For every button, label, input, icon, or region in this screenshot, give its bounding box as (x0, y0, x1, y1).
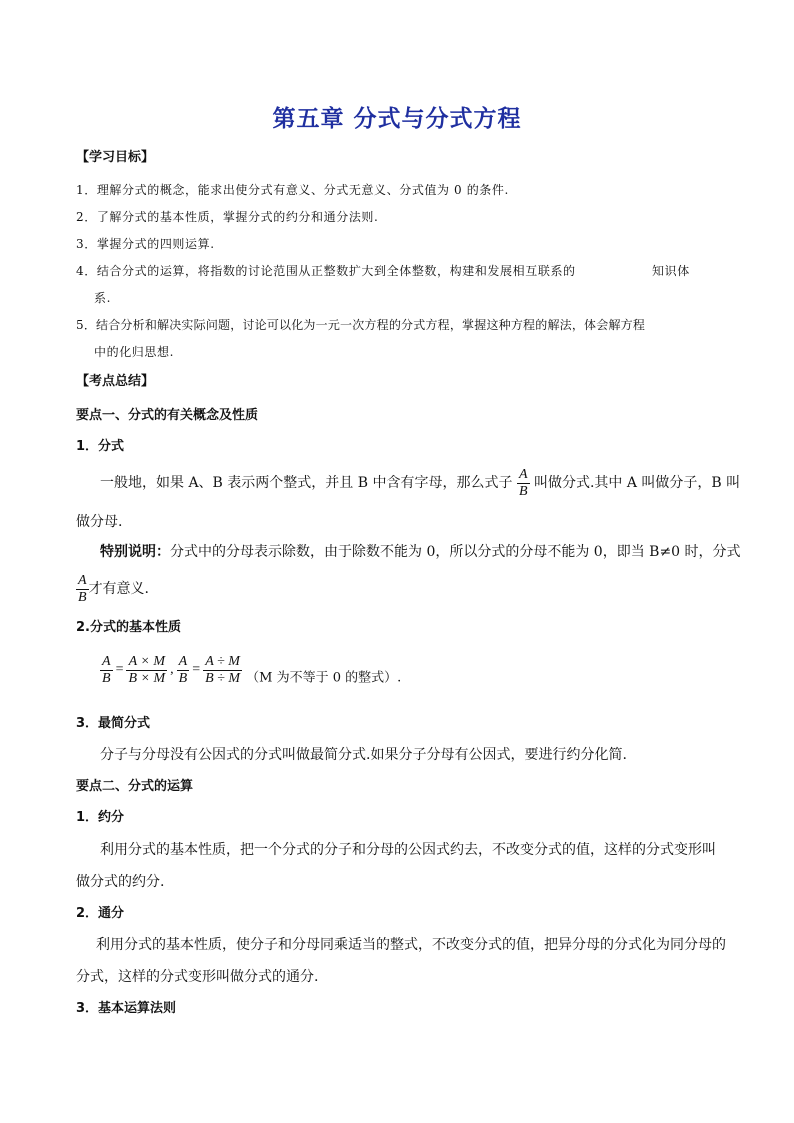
point1-sub1: 1．分式 (76, 439, 125, 454)
formula-divide: $\frac{A \div M}{B \div M}$ (205, 653, 241, 686)
point1-sub3: 3．最简分式 (76, 716, 151, 731)
common-denominator-text-b: 分式，这样的分式变形叫做分式的通分. (76, 969, 319, 985)
objective-item-4: 4．结合分式的运算，将指数的讨论范围从正整数扩大到全体整数，构建和发展相互联系的 (76, 264, 576, 278)
special-note-line (100, 542, 741, 562)
basic-property-formula: $\frac{A}{B}$ = $\frac{A \times M}{B \times M}$ , $\frac{A}{B}$ = $\frac{A \div M}{B \div M}$ （M 为不等于 0 的整式）. (102, 653, 402, 686)
objective-item-5-cont: 中的化归思想. (94, 345, 175, 359)
definition-text-b: 叫做分式.其中 A 叫做分子，B 叫 (533, 475, 741, 491)
common-denominator-text-a: 利用分式的基本性质，使分子和分母同乘适当的整式，不改变分式的值，把异分母的分式化为同分母的 (96, 937, 726, 953)
definition-text-a: 一般地，如果 A、B 表示两个整式，并且 B 中含有字母，那么式子 (100, 475, 513, 491)
point1-sub2: 2.分式的基本性质 (76, 620, 181, 635)
objective-item-4-tail: 知识体 (652, 264, 690, 278)
point2-heading: 要点二、分式的运算 (76, 779, 194, 794)
fraction-a-over-b-2: $\frac{A}{B}$ (78, 572, 87, 605)
objective-item-1: 1．理解分式的概念，能求出使分式有意义、分式无意义、分式值为 0 的条件. (76, 183, 509, 197)
formula-a-over-b-1: $\frac{A}{B}$ (102, 653, 111, 686)
objective-item-2: 2．了解分式的基本性质，掌握分式的约分和通分法则. (76, 210, 379, 224)
note-tail: 才有意义. (88, 581, 150, 597)
chapter-title: 第五章 分式与分式方程 (272, 106, 522, 132)
point2-sub2: 2．通分 (76, 906, 125, 921)
point1-heading: 要点一、分式的有关概念及性质 (76, 408, 259, 423)
reduction-text-a: 利用分式的基本性质，把一个分式的分子和分母的公因式约去，不改变分式的值，这样的分式变形叫 (100, 842, 716, 858)
objective-item-4-cont: 系. (94, 291, 112, 305)
definition-text-c: 做分母. (76, 514, 123, 530)
reduction-text-b: 做分式的约分. (76, 874, 165, 890)
formula-note: （M 为不等于 0 的整式）. (246, 670, 402, 686)
fraction-a-over-b: $\frac{A}{B}$ (518, 466, 528, 499)
note-tail-line (76, 572, 149, 606)
point2-sub3: 3．基本运算法则 (76, 1001, 177, 1016)
objective-item-3: 3．掌握分式的四则运算. (76, 237, 215, 251)
fraction-definition-line (100, 466, 740, 500)
sub3-text: 分子与分母没有公因式的分式叫做最简分式.如果分子分母有公因式，要进行约分化简. (100, 747, 627, 763)
summary-heading: 【考点总结】 (76, 374, 155, 389)
formula-multiply: $\frac{A \times M}{B \times M}$ (128, 653, 166, 686)
note-text: 分式中的分母表示除数，由于除数不能为 0，所以分式的分母不能为 0，即当 B≠0 时，分式 (170, 544, 741, 560)
objectives-heading: 【学习目标】 (76, 150, 155, 165)
note-label: 特别说明： (100, 544, 170, 560)
point2-sub1: 1．约分 (76, 810, 125, 825)
objective-item-5: 5．结合分析和解决实际问题，讨论可以化为一元一次方程的分式方程，掌握这种方程的解法，体会解方程 (76, 318, 646, 332)
formula-a-over-b-2: $\frac{A}{B}$ (178, 653, 188, 686)
